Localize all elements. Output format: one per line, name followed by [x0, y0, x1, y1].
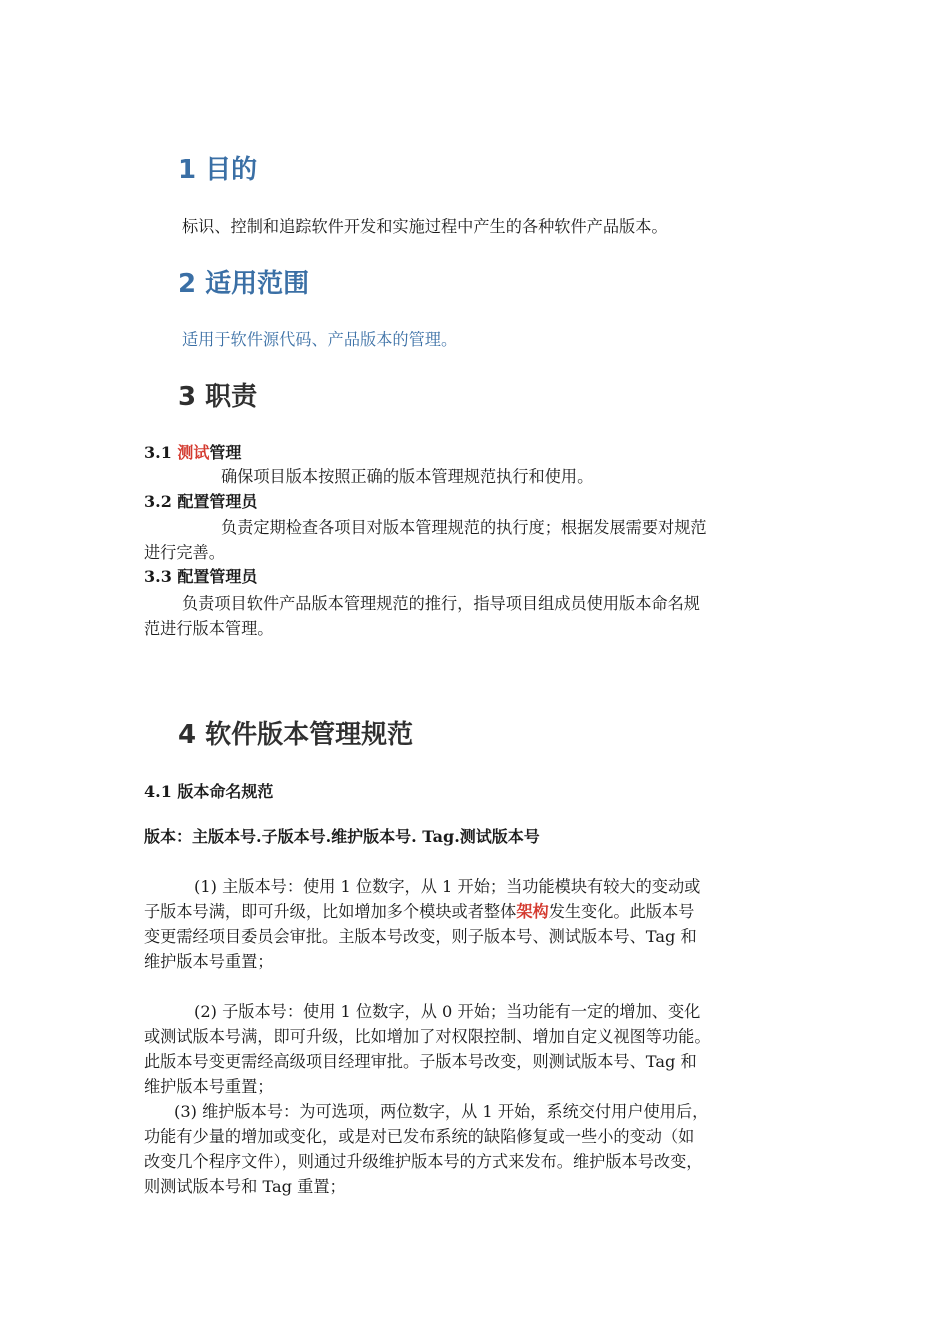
item-1-line-2-b: 发生变化。此版本号 — [548, 902, 695, 921]
item-3-line-1: (3) 维护版本号：为可选项，两位数字，从 1 开始，系统交付用户使用后， — [174, 1102, 709, 1121]
item-2-line-3: 此版本号变更需经高级项目经理审批。子版本号改变，则测试版本号、Tag 和 — [144, 1052, 697, 1071]
section-1-heading: 1 目的 — [178, 155, 258, 185]
item-1-line-2-a: 子版本号满，即可升级，比如增加多个模块或者整体 — [144, 902, 517, 921]
subsection-4-1-title: 4.1 版本命名规范 — [144, 782, 274, 801]
item-2-line-4: 维护版本号重置； — [144, 1077, 274, 1096]
item-3-line-4: 则测试版本号和 Tag 重置； — [144, 1177, 346, 1196]
item-1-line-4: 维护版本号重置； — [144, 952, 274, 971]
role-3-1-number: 3.1 — [144, 443, 178, 462]
role-3-1-title-rest: 管理 — [209, 443, 242, 462]
item-1-line-1: (1) 主版本号：使用 1 位数字，从 1 开始；当功能模块有较大的变动或 — [194, 877, 701, 896]
role-3-3-line-2: 范进行版本管理。 — [144, 619, 274, 638]
section-4-heading: 4 软件版本管理规范 — [178, 720, 414, 750]
role-3-1-title-highlight: 测试 — [177, 443, 210, 462]
version-format: 版本：主版本号.子版本号.维护版本号. Tag.测试版本号 — [144, 827, 540, 846]
role-3-2-line-1: 负责定期检查各项目对版本管理规范的执行度；根据发展需要对规范 — [221, 518, 707, 537]
role-3-3-title: 3.3 配置管理员 — [144, 567, 258, 586]
item-3-line-2: 功能有少量的增加或变化，或是对已发布系统的缺陷修复或一些小的变动（如 — [144, 1127, 695, 1146]
item-1-highlight: 架构 — [516, 902, 549, 921]
section-2-text: 适用于软件源代码、产品版本的管理。 — [182, 330, 458, 349]
role-3-1-text: 确保项目版本按照正确的版本管理规范执行和使用。 — [221, 467, 594, 486]
role-3-2-title: 3.2 配置管理员 — [144, 492, 258, 511]
item-1-line-3: 变更需经项目委员会审批。主版本号改变，则子版本号、测试版本号、Tag 和 — [144, 927, 697, 946]
role-3-1-title — [144, 440, 241, 465]
section-2-heading: 2 适用范围 — [178, 269, 310, 299]
item-1-line-2 — [144, 899, 694, 924]
item-3-line-3: 改变几个程序文件），则通过升级维护版本号的方式来发布。维护版本号改变， — [144, 1152, 703, 1171]
item-2-line-2: 或测试版本号满，即可升级，比如增加了对权限控制、增加自定义视图等功能。 — [144, 1027, 711, 1046]
role-3-2-line-2: 进行完善。 — [144, 543, 225, 562]
item-2-line-1: (2) 子版本号：使用 1 位数字，从 0 开始；当功能有一定的增加、变化 — [194, 1002, 701, 1021]
section-1-text: 标识、控制和追踪软件开发和实施过程中产生的各种软件产品版本。 — [182, 217, 668, 236]
section-3-heading: 3 职责 — [178, 382, 258, 412]
role-3-3-line-1: 负责项目软件产品版本管理规范的推行，指导项目组成员使用版本命名规 — [182, 594, 700, 613]
